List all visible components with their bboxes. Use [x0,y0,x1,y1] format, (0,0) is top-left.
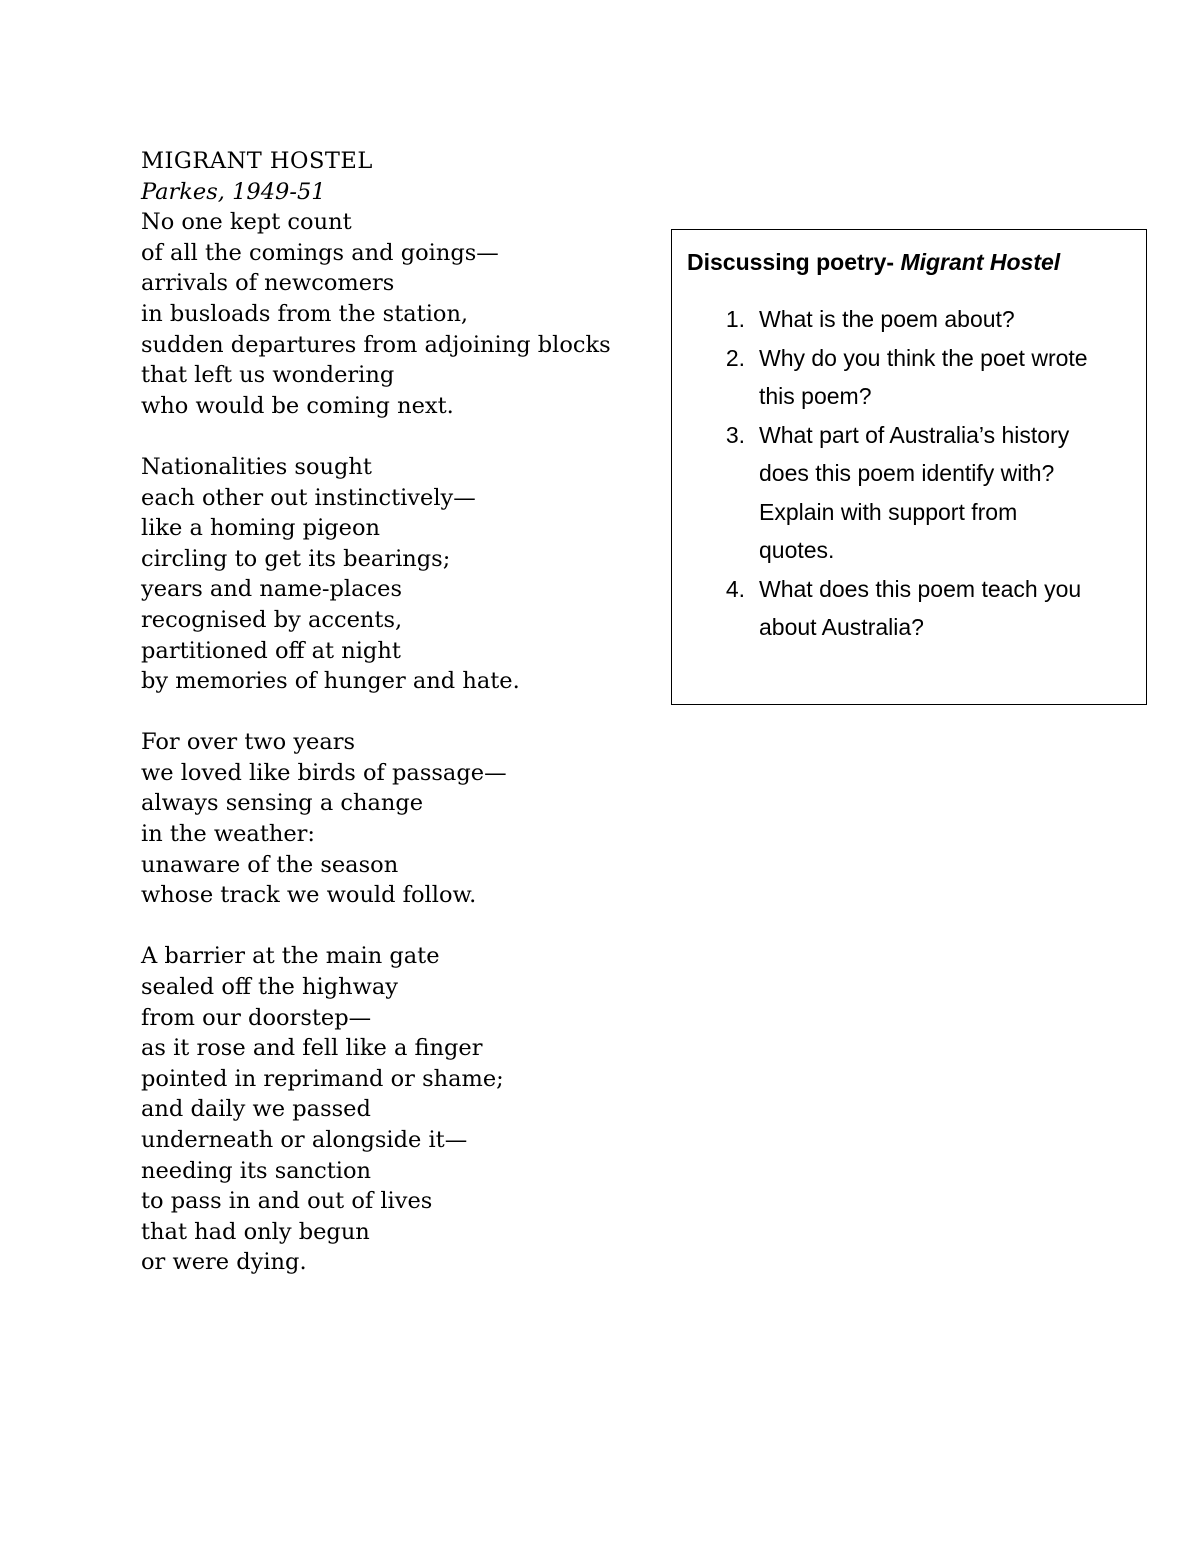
poem [141,146,661,1278]
poem-line: by memories of hunger and hate. [141,668,520,695]
discussion-heading-prefix: Discussing poetry- [687,249,895,275]
poem-line: as it rose and fell like a finger [141,1035,483,1062]
discussion-box [671,229,1147,705]
stanza-4 [141,941,661,1278]
stanza-gap [141,697,661,728]
poem-line: No one kept count [141,209,352,236]
poem-line: A barrier at the main gate [141,943,440,970]
stanza-1 [141,207,661,421]
poem-line: from our doorstep— [141,1004,372,1031]
poem-line: whose track we would follow. [141,882,477,909]
poem-line: or were dying. [141,1249,307,1276]
poem-line: underneath or alongside it— [141,1127,468,1153]
question-item [687,339,1132,416]
poem-line: always sensing a change [141,790,424,817]
stanza-2 [141,452,661,697]
poem-line: each other out instinctively— [141,484,476,511]
discussion-heading-title: Migrant Hostel [900,249,1061,275]
stanza-3 [141,727,661,911]
poem-line: that left us wondering [141,362,395,389]
poem-line: and daily we passed [141,1096,371,1123]
question-text [759,339,1132,416]
question-line: quotes. [759,537,835,563]
poem-line: For over two years [141,729,356,756]
poem-line: arrivals of newcomers [141,270,395,297]
question-line: What is the poem about? [759,306,1015,332]
question-text [759,416,1132,570]
question-text [759,570,1132,647]
poem-line: who would be coming next. [141,392,454,419]
question-number: 1. [725,306,745,332]
question-number: 2. [725,344,745,371]
discussion-heading [687,249,1060,276]
poem-line: like a homing pigeon [141,515,381,542]
question-line: What part of Australia’s history [759,421,1070,448]
poem-line: we loved like birds of passage— [141,759,507,786]
poem-line: that had only begun [141,1218,370,1245]
poem-line: in the weather: [141,821,316,848]
question-list [687,300,1132,647]
question-line: What does this poem teach you [759,575,1082,602]
poem-line: in busloads from the station, [141,300,469,327]
question-line: Explain with support from [759,498,1018,525]
poem-line: of all the comings and goings— [141,239,499,266]
question-line: does this poem identify with? [759,460,1055,486]
poem-line: years and name-places [141,576,402,603]
question-item [687,570,1132,647]
poem-line: to pass in and out of lives [141,1188,433,1215]
poem-line: partitioned off at night [141,637,401,664]
poem-line: Nationalities sought [141,453,372,480]
poem-subtitle: Parkes, 1949-51 [141,178,326,205]
poem-line: circling to get its bearings; [141,545,451,572]
poem-line: pointed in reprimand or shame; [141,1065,504,1092]
stanza-gap [141,421,661,452]
question-line: this poem? [759,383,872,409]
poem-line: needing its sanction [141,1157,372,1184]
question-item [687,300,1132,339]
question-item [687,416,1132,570]
poem-line: recognised by accents, [141,606,403,633]
question-line: about Australia? [759,614,924,640]
question-number: 3. [725,421,745,448]
stanza-gap [141,911,661,942]
question-number: 4. [725,575,745,602]
question-line: Why do you think the poet wrote [759,344,1088,371]
poem-line: sudden departures from adjoining blocks [141,331,611,358]
poem-title: MIGRANT HOSTEL [141,148,373,174]
poem-line: sealed off the highway [141,974,398,1001]
question-text [759,300,1132,339]
poem-line: unaware of the season [141,851,399,878]
